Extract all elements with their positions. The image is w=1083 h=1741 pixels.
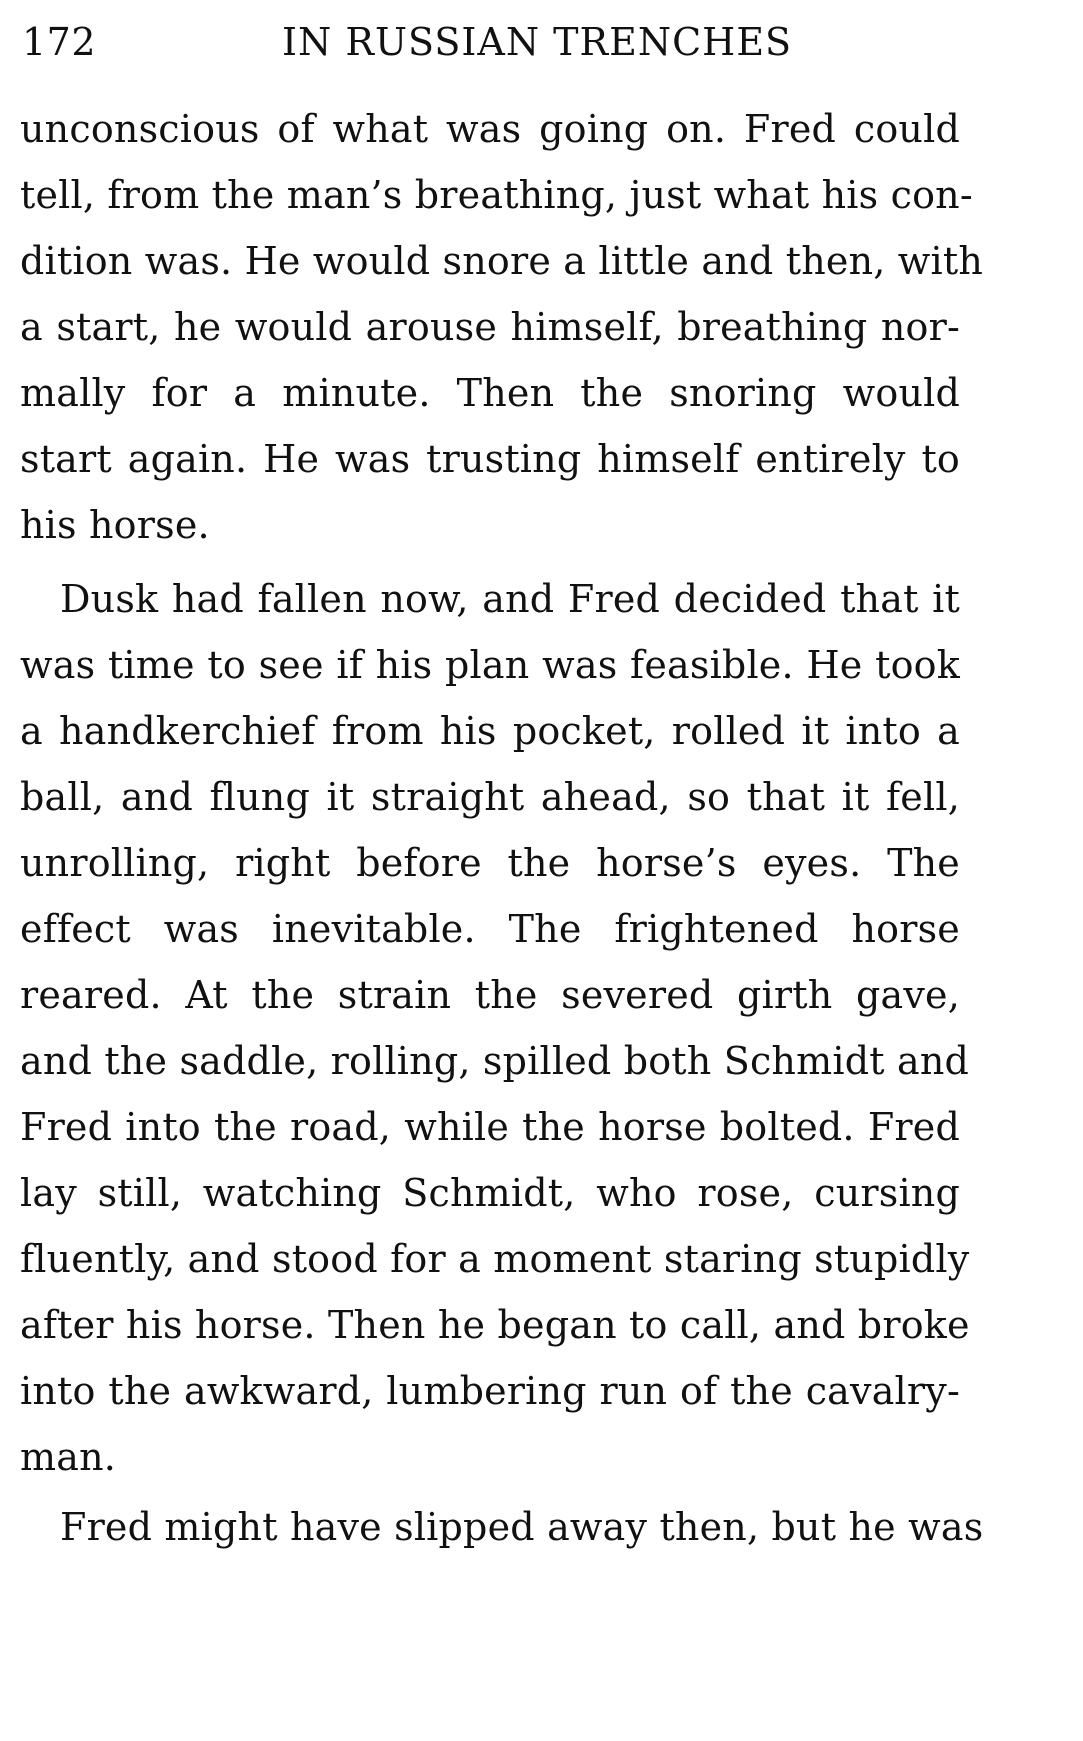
text-line: start again. He was trusting himself entirely to bbox=[20, 437, 960, 481]
running-title: IN RUSSIAN TRENCHES bbox=[282, 20, 793, 64]
text-line: reared. At the strain the severed girth gave, bbox=[20, 973, 960, 1017]
text-line: a handkerchief from his pocket, rolled it into a bbox=[20, 709, 960, 753]
text-line: fluently, and stood for a moment staring stupidly bbox=[20, 1237, 970, 1281]
text-line: dition was. He would snore a little and then, with bbox=[20, 239, 984, 283]
text-line: and the saddle, rolling, spilled both Schmidt and bbox=[20, 1039, 970, 1083]
page-header bbox=[22, 14, 958, 70]
text-line: Dusk had fallen now, and Fred decided that it bbox=[60, 577, 960, 621]
text-line: a start, he would arouse himself, breathing nor- bbox=[20, 305, 960, 349]
text-line: his horse. bbox=[20, 503, 210, 547]
text-line: unconscious of what was going on. Fred could bbox=[20, 107, 960, 151]
text-line: after his horse. Then he began to call, and broke bbox=[20, 1303, 970, 1347]
text-line: was time to see if his plan was feasible. He took bbox=[20, 643, 960, 687]
text-line: mally for a minute. Then the snoring would bbox=[20, 371, 960, 415]
text-line: man. bbox=[20, 1435, 117, 1479]
text-line: Fred into the road, while the horse bolted. Fred bbox=[20, 1105, 960, 1149]
text-line: unrolling, right before the horse’s eyes. The bbox=[20, 841, 960, 885]
text-line: tell, from the man’s breathing, just what his con- bbox=[20, 173, 973, 217]
page-number: 172 bbox=[22, 20, 97, 64]
text-line: into the awkward, lumbering run of the cavalry- bbox=[20, 1369, 960, 1413]
text-line: lay still, watching Schmidt, who rose, cursing bbox=[20, 1171, 960, 1215]
text-line: effect was inevitable. The frightened horse bbox=[20, 907, 960, 951]
text-line: Fred might have slipped away then, but he was bbox=[60, 1505, 984, 1549]
text-line: ball, and flung it straight ahead, so that it fell, bbox=[20, 775, 960, 819]
